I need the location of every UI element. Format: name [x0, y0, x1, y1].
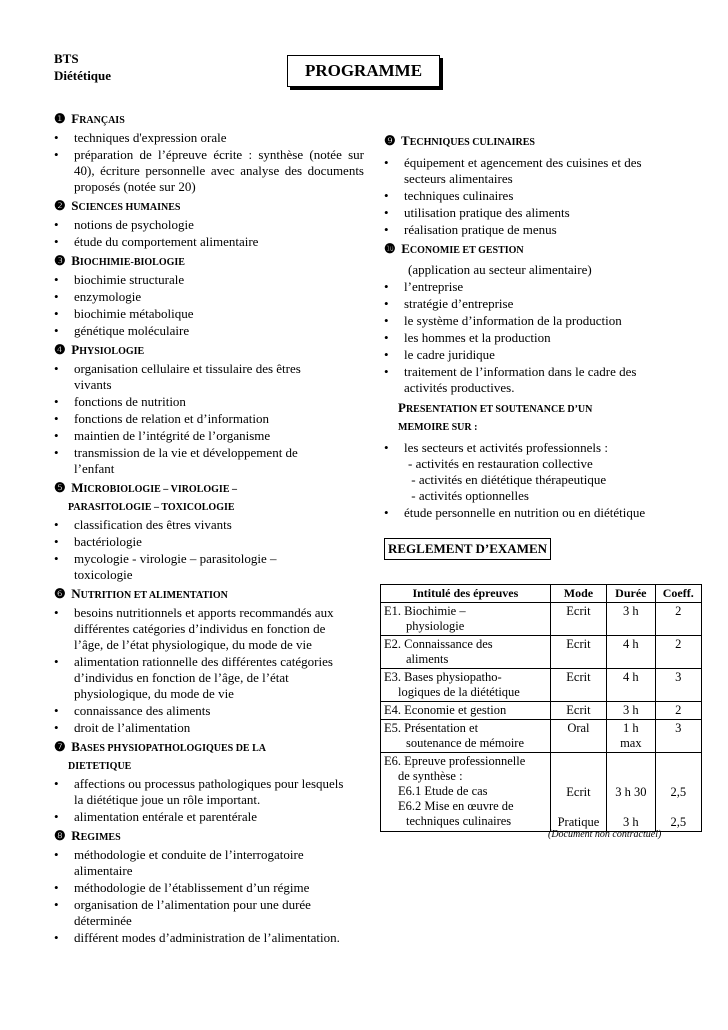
duree-cell: 3 h: [607, 702, 655, 720]
sub-item: - activités optionnelles: [408, 488, 529, 503]
section-initial: B: [71, 253, 80, 268]
mode-cell: Ecrit: [550, 702, 606, 720]
coeff-value: 2,5: [670, 815, 687, 829]
reglement-title: REGLEMENT D’EXAMEN: [384, 538, 551, 560]
mode-value: Ecrit: [566, 785, 591, 799]
section-nutrition: [54, 586, 364, 604]
coeff-value: 2,5: [670, 785, 687, 799]
mode-cell: Ecrit: [550, 603, 606, 636]
section-number: ❶: [54, 111, 66, 126]
list-bases-physiopathologiques: [54, 776, 354, 825]
list-microbiologie: [54, 517, 314, 583]
epreuve-cell: [381, 702, 551, 720]
exam-table: [380, 584, 702, 832]
column-header: Durée: [607, 585, 655, 603]
list-item: • différent modes d’administration de l’alimentation.: [54, 930, 354, 946]
list-item: • techniques d'expression orale: [54, 130, 364, 146]
epreuve-cell: [381, 669, 551, 702]
duree-cell: 4 h: [607, 669, 655, 702]
list-item: • les hommes et la production: [384, 330, 684, 346]
list-item: • méthodologie et conduite de l’interrogatoire alimentaire: [54, 847, 354, 879]
sub-epreuve-a: E6.1 Etude de cas: [398, 784, 488, 798]
header-bts: BTS: [54, 51, 79, 66]
section-sciences-humaines: [54, 198, 364, 216]
list-item: • stratégie d’entreprise: [384, 296, 684, 312]
epreuve-name: E6. Epreuve professionnelle: [384, 754, 526, 768]
list-regimes: [54, 847, 354, 946]
list-item: • biochimie structurale: [54, 272, 364, 288]
epreuve-cell: [381, 720, 551, 753]
section-number: ❾: [384, 133, 396, 148]
list-item: • alimentation rationnelle des différentes catégories d’individus en fonction de l’âge, de l’état physiologique, du mode de vie: [54, 654, 354, 702]
section-memoire: [384, 400, 684, 436]
list-item: • génétique moléculaire: [54, 323, 364, 339]
list-item: • bactériologie: [54, 534, 314, 550]
list-sciences-humaines: [54, 217, 364, 250]
list-item: • étude du comportement alimentaire: [54, 234, 364, 250]
section-initial: T: [401, 133, 410, 148]
list-item: • utilisation pratique des aliments: [384, 205, 684, 221]
section-number: ❸: [54, 253, 66, 268]
mode-cell: Ecrit: [550, 669, 606, 702]
column-header: Intitulé des épreuves: [381, 585, 551, 603]
section-microbiologie: [54, 480, 364, 516]
duree-cell: 4 h: [607, 636, 655, 669]
section-title: ICROBIOLOGIE – VIROLOGIE –: [83, 484, 237, 495]
section-number: ❷: [54, 198, 66, 213]
table-row: [381, 603, 702, 636]
list-item: • le cadre juridique: [384, 347, 684, 363]
list-memoire-2: [384, 505, 684, 521]
economie-intro: (application au secteur alimentaire): [408, 262, 592, 277]
list-item: • biochimie métabolique: [54, 306, 364, 322]
coeff-cell: [655, 753, 701, 832]
coeff-cell: 2: [655, 603, 701, 636]
list-nutrition: [54, 605, 354, 736]
section-initial: S: [71, 198, 79, 213]
duree-value: 3 h 30: [615, 785, 647, 799]
section-techniques-culinaires: [384, 133, 684, 151]
section-title: RANÇAIS: [79, 115, 125, 126]
section-title: ECHNIQUES CULINAIRES: [409, 137, 535, 148]
list-item: • enzymologie: [54, 289, 364, 305]
section-initial: R: [71, 828, 81, 843]
section-initial: P: [398, 400, 406, 415]
coeff-cell: 3: [655, 720, 701, 753]
table-row: [381, 669, 702, 702]
mode-cell: [550, 753, 606, 832]
sub-epreuve-b: E6.2 Mise en œuvre de: [398, 799, 514, 813]
section-francais: [54, 111, 364, 129]
duree-value: 3 h: [623, 815, 639, 829]
list-francais: [54, 130, 364, 195]
section-number: ❿: [384, 241, 396, 256]
section-title-line2: PARASITOLOGIE – TOXICOLOGIE: [68, 502, 235, 513]
list-item: • préparation de l’épreuve écrite : synthèse (notée sur 40), écriture personnelle avec analyse des documents proposés (notée sur 20): [54, 147, 364, 195]
list-item: • mycologie - virologie – parasitologie – toxicologie: [54, 551, 314, 583]
sub-epreuve-b-cont: techniques culinaires: [406, 814, 512, 828]
section-title: UTRITION ET ALIMENTATION: [80, 590, 228, 601]
list-item: • classification des êtres vivants: [54, 517, 314, 533]
section-initial: P: [71, 342, 80, 357]
sub-item: - activités en restauration collective: [408, 456, 593, 471]
section-initial: N: [71, 586, 81, 601]
list-biochimie: [54, 272, 364, 339]
coeff-cell: 2: [655, 636, 701, 669]
table-row-e6: [381, 753, 702, 832]
epreuve-name-cont: aliments: [406, 652, 449, 666]
duree-qualifier: max: [620, 736, 642, 750]
section-title: HYSIOLOGIE: [79, 346, 145, 357]
sub-item: - activités en diététique thérapeutique: [408, 472, 607, 487]
mode-value: Pratique: [557, 815, 600, 829]
list-item: • transmission de la vie et développement de l’enfant: [54, 445, 314, 477]
list-item: • réalisation pratique de menus: [384, 222, 684, 238]
header-dietetique: Diététique: [54, 68, 112, 83]
coeff-cell: 3: [655, 669, 701, 702]
duree-value: 1 h: [623, 721, 639, 735]
epreuve-name-cont: logiques de la diététique: [398, 685, 520, 699]
section-number: ❼: [54, 739, 66, 754]
section-physiologie: [54, 342, 364, 360]
section-initial: E: [401, 241, 410, 256]
list-physiologie: [54, 361, 314, 477]
section-title-line2: DIETETIQUE: [68, 761, 132, 772]
list-item: • affections ou processus pathologiques pour lesquels la diététique joue un rôle important.: [54, 776, 354, 808]
section-number: ❽: [54, 828, 66, 843]
programme-title-box: PROGRAMME: [287, 55, 440, 87]
table-row: [381, 702, 702, 720]
left-column: [54, 108, 364, 946]
epreuve-name: E5. Présentation et: [384, 721, 479, 735]
list-item: • le système d’information de la production: [384, 313, 684, 329]
list-item: • fonctions de relation et d’information: [54, 411, 314, 427]
list-item: • étude personnelle en nutrition ou en diététique: [384, 505, 684, 521]
duree-cell: [607, 720, 655, 753]
section-title: EGIMES: [80, 832, 121, 843]
disclaimer-note: (Document non contractuel): [548, 829, 662, 840]
list-item: • besoins nutritionnels et apports recommandés aux différentes catégories d’individus en fonction de l’âge, de l’état physiologique, du mode de vie: [54, 605, 354, 653]
section-title: RESENTATION ET SOUTENANCE D’UN: [405, 404, 593, 415]
section-initial: M: [71, 480, 84, 495]
right-column: [384, 130, 684, 521]
section-biochimie: [54, 253, 364, 271]
epreuve-name: E2. Connaissance des: [384, 637, 493, 651]
list-item: • notions de psychologie: [54, 217, 364, 233]
list-item: • équipement et agencement des cuisines et des secteurs alimentaires: [384, 155, 684, 187]
list-economie-gestion: [384, 279, 684, 396]
section-economie-gestion: [384, 241, 684, 259]
epreuve-name: E1. Biochimie –: [384, 604, 466, 618]
section-title: CIENCES HUMAINES: [78, 202, 181, 213]
section-number: ❺: [54, 480, 66, 495]
epreuve-cell: [381, 753, 551, 832]
epreuve-name-cont: soutenance de mémoire: [406, 736, 525, 750]
table-header-row: [381, 585, 702, 603]
section-regimes: [54, 828, 364, 846]
list-item: • droit de l’alimentation: [54, 720, 354, 736]
epreuve-name-cont: de synthèse :: [398, 769, 463, 783]
list-item: • techniques culinaires: [384, 188, 684, 204]
section-title-line2: MEMOIRE SUR :: [398, 422, 478, 433]
list-item: • organisation de l’alimentation pour une durée déterminée: [54, 897, 354, 929]
list-item: • méthodologie de l’établissement d’un régime: [54, 880, 354, 896]
list-item: • organisation cellulaire et tissulaire des êtres vivants: [54, 361, 314, 393]
coeff-cell: 2: [655, 702, 701, 720]
column-header: Coeff.: [655, 585, 701, 603]
list-item: • traitement de l’information dans le cadre des activités productives.: [384, 364, 654, 396]
list-memoire: [384, 440, 684, 456]
table-row: [381, 720, 702, 753]
duree-cell: [607, 753, 655, 832]
section-bases-physiopathologiques: [54, 739, 364, 775]
mode-cell: Ecrit: [550, 636, 606, 669]
section-number: ❻: [54, 586, 66, 601]
section-initial: F: [71, 111, 80, 126]
section-title: IOCHIMIE-BIOLOGIE: [79, 257, 185, 268]
epreuve-name: E3. Bases physiopatho-: [384, 670, 502, 684]
epreuve-name-cont: physiologie: [406, 619, 465, 633]
epreuve-name: E4. Economie et gestion: [384, 703, 507, 717]
list-item: • connaissance des aliments: [54, 703, 354, 719]
section-initial: B: [71, 739, 80, 754]
list-item: • les secteurs et activités professionnels :: [384, 440, 684, 456]
list-item: • maintien de l’intégrité de l’organisme: [54, 428, 314, 444]
mode-cell: Oral: [550, 720, 606, 753]
duree-cell: 3 h: [607, 603, 655, 636]
list-item: • fonctions de nutrition: [54, 394, 314, 410]
section-number: ❹: [54, 342, 66, 357]
column-header: Mode: [550, 585, 606, 603]
table-row: [381, 636, 702, 669]
list-techniques-culinaires: [384, 155, 684, 238]
section-title: CONOMIE ET GESTION: [409, 245, 524, 256]
section-title: ASES PHYSIOPATHOLOGIQUES DE LA: [79, 743, 266, 754]
list-item: • alimentation entérale et parentérale: [54, 809, 354, 825]
epreuve-cell: [381, 603, 551, 636]
epreuve-cell: [381, 636, 551, 669]
list-item: • l’entreprise: [384, 279, 684, 295]
